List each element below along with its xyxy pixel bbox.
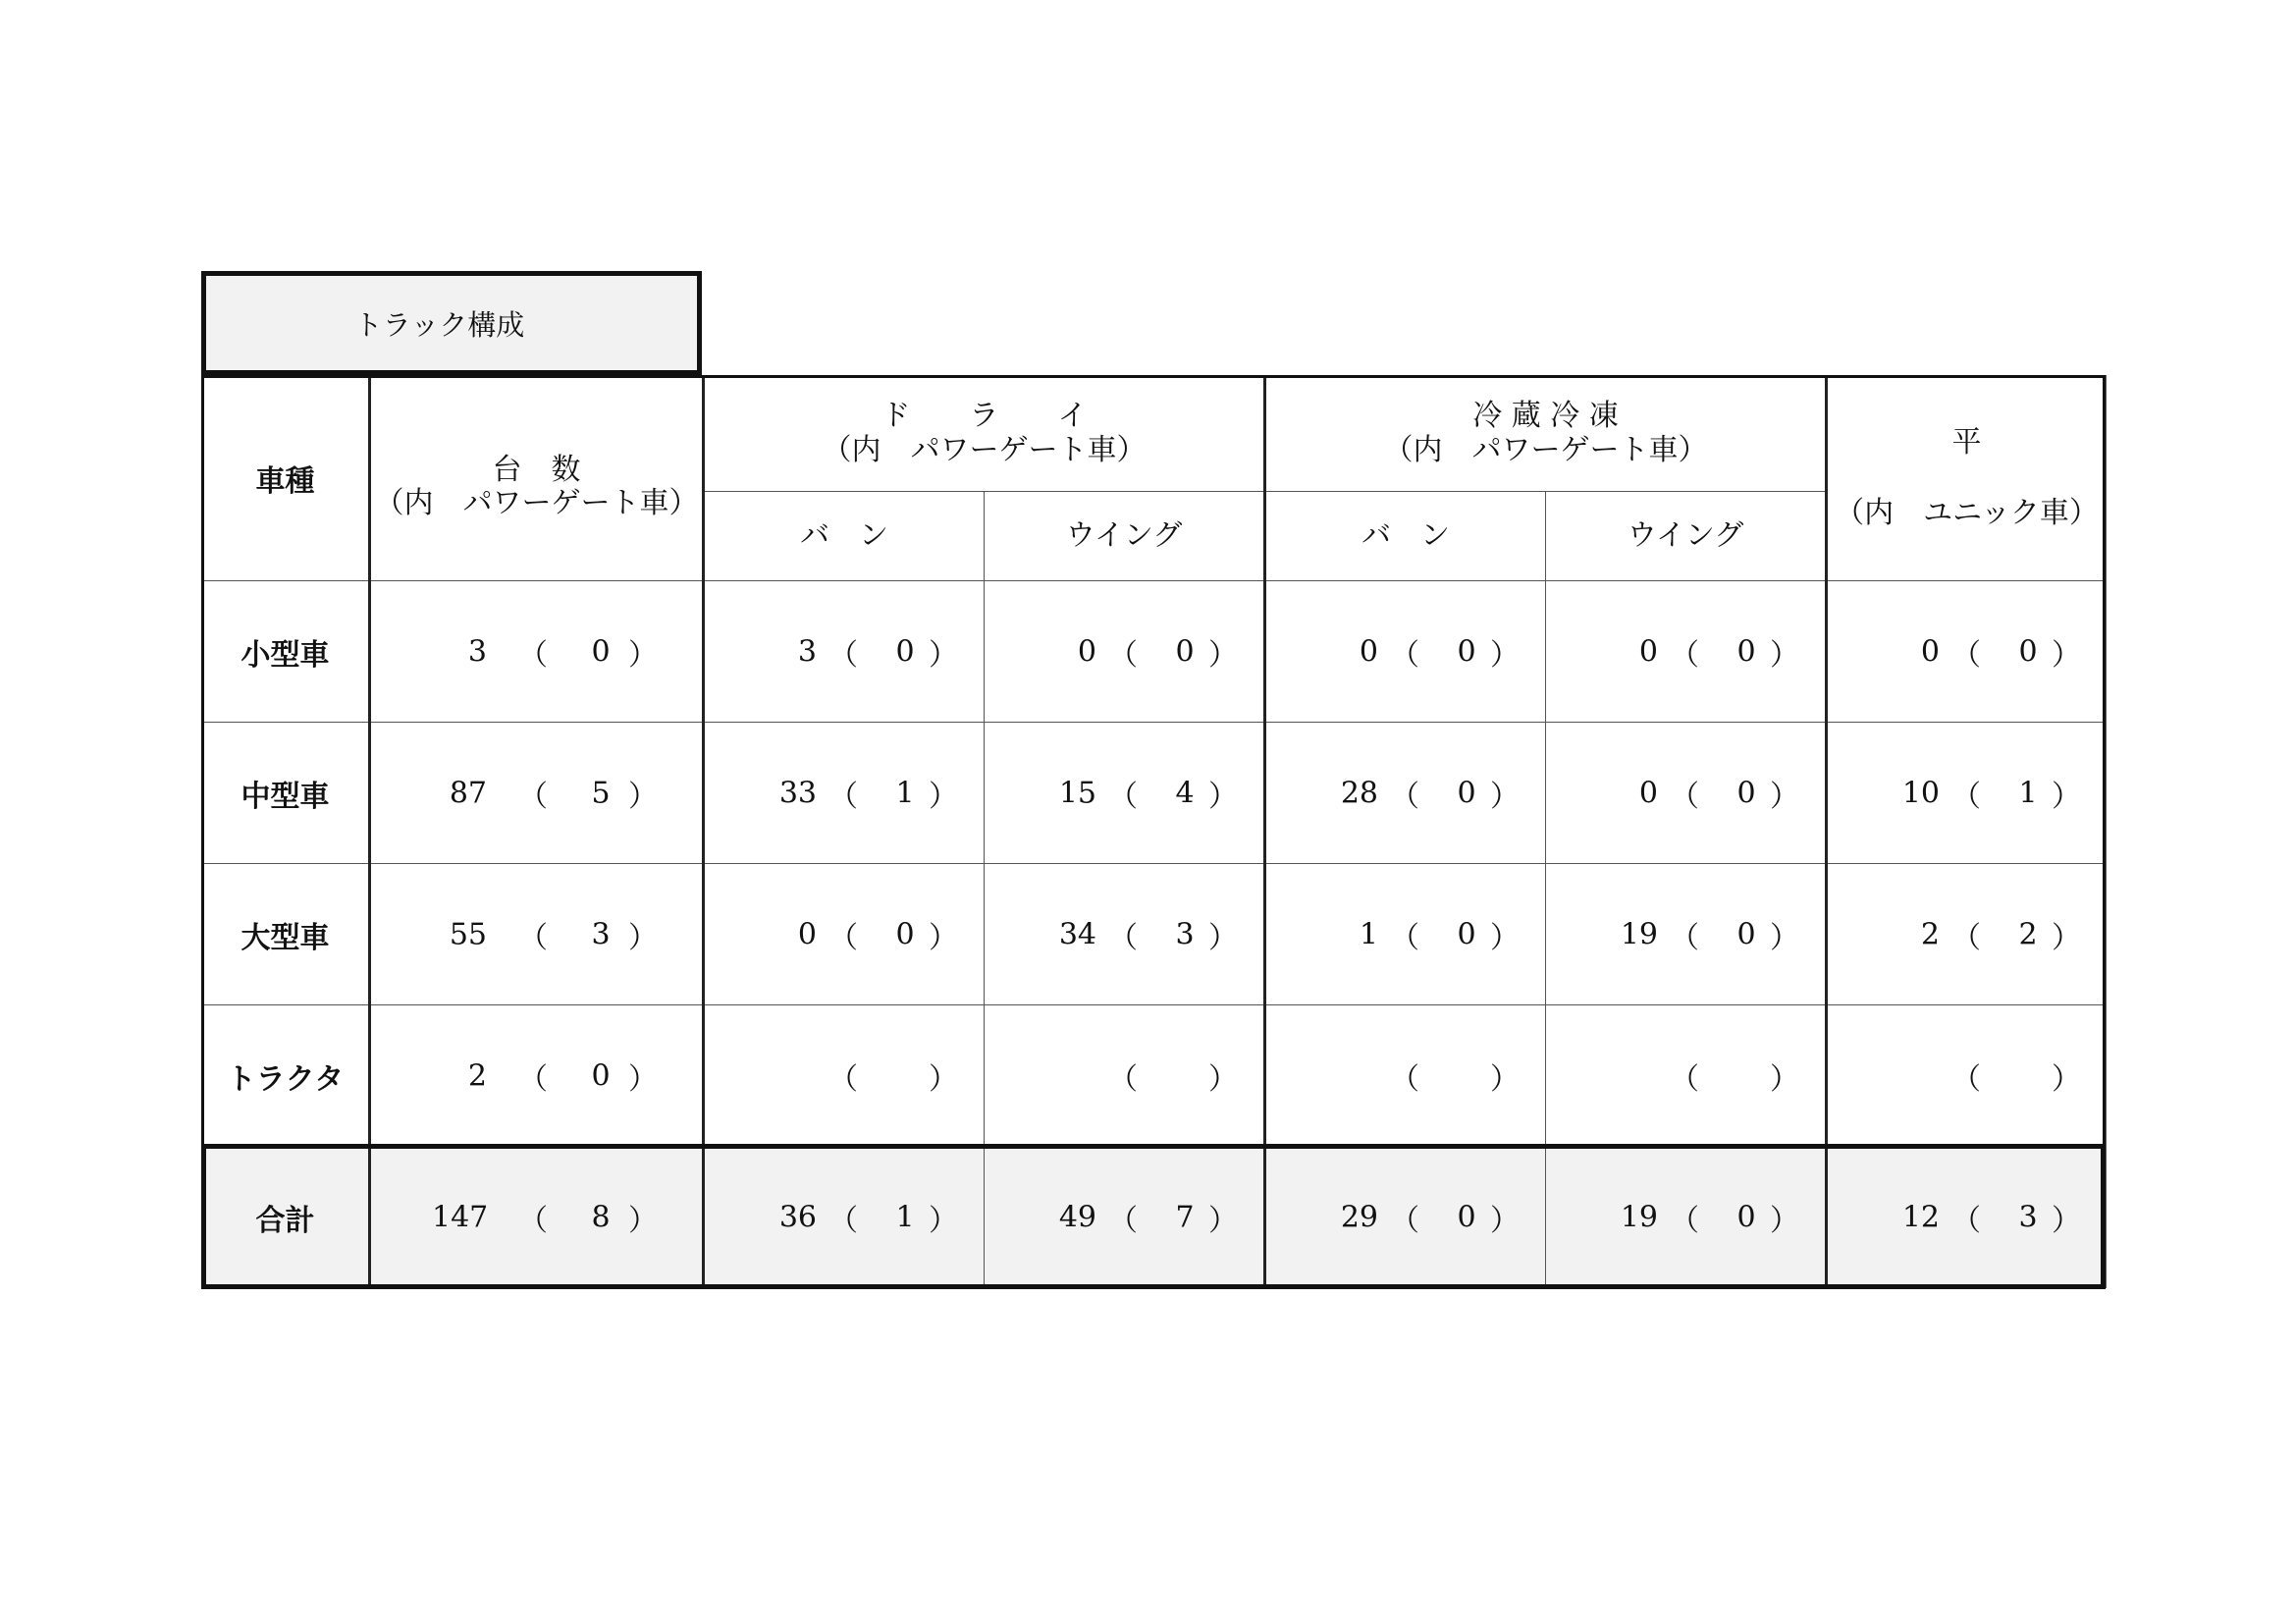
powergate-value: 0 xyxy=(895,634,915,669)
count-value: 0 xyxy=(1359,634,1378,669)
paren-close: ） xyxy=(929,1203,958,1238)
count-value: 87 xyxy=(449,776,487,810)
cell-dry-wing xyxy=(985,864,1265,1005)
paren-close: ） xyxy=(1490,920,1520,955)
paren-close: ） xyxy=(929,637,958,673)
table-title: トラック構成 xyxy=(201,271,702,375)
powergate-value: 3 xyxy=(591,917,611,951)
header-cold: 冷 蔵 冷 凍 （内 パワーゲート車） xyxy=(1265,376,1827,492)
cell-flat xyxy=(1827,864,2107,1005)
count-value: 0 xyxy=(797,917,817,951)
powergate-value: 0 xyxy=(1736,776,1756,810)
paren-open: （ xyxy=(828,637,858,673)
paren-close: ） xyxy=(2052,1061,2081,1097)
powergate-value: 3 xyxy=(1175,917,1195,951)
count-value: 10 xyxy=(1901,776,1940,810)
paren-open: （ xyxy=(1670,637,1699,673)
count-value: 12 xyxy=(1901,1200,1940,1234)
count-value: 1 xyxy=(1359,917,1378,951)
paren-close: ） xyxy=(1208,779,1238,814)
cell-dry-van xyxy=(704,581,985,723)
cell-cold-wing xyxy=(1546,864,1827,1005)
table-row xyxy=(202,723,2107,864)
paren-open: （ xyxy=(1390,1203,1419,1238)
cell-cold-van xyxy=(1265,1005,1546,1147)
count-value: 0 xyxy=(1077,634,1096,669)
count-value: 147 xyxy=(432,1200,489,1234)
paren-open: （ xyxy=(1670,779,1699,814)
count-value: 36 xyxy=(778,1200,817,1234)
count-value: 28 xyxy=(1340,776,1378,810)
paren-open: （ xyxy=(1951,1203,1981,1238)
paren-close: ） xyxy=(2052,1203,2081,1238)
paren-close: ） xyxy=(1770,637,1799,673)
total-row xyxy=(202,1147,2107,1288)
cell-flat xyxy=(1827,581,2107,723)
count-value: 19 xyxy=(1620,917,1658,951)
paren-close: ） xyxy=(1208,1061,1238,1097)
cell-dry-van xyxy=(704,1147,985,1288)
paren-close: ） xyxy=(1490,1061,1520,1097)
powergate-value: 3 xyxy=(2018,1200,2038,1234)
paren-open: （ xyxy=(1108,1061,1138,1097)
count-value: 49 xyxy=(1058,1200,1096,1234)
count-value: 33 xyxy=(778,776,817,810)
cell-dry-van xyxy=(704,1005,985,1147)
row-label: 合計 xyxy=(202,1147,370,1288)
powergate-value: 2 xyxy=(2018,917,2038,951)
paren-open: （ xyxy=(1390,1061,1419,1097)
cell-cold-wing xyxy=(1546,581,1827,723)
powergate-value: 0 xyxy=(1736,917,1756,951)
count-value: 0 xyxy=(1638,776,1658,810)
header-flat: 平 （内 ユニック車） xyxy=(1827,376,2107,581)
paren-close: ） xyxy=(628,1061,658,1097)
paren-open: （ xyxy=(518,779,548,814)
cell-cold-wing xyxy=(1546,723,1827,864)
cell-total xyxy=(370,1005,704,1147)
cell-total xyxy=(370,1147,704,1288)
paren-close: ） xyxy=(1770,920,1799,955)
row-label: 大型車 xyxy=(202,864,370,1005)
powergate-value: 0 xyxy=(591,1058,611,1093)
paren-close: ） xyxy=(1770,1061,1799,1097)
powergate-value: 7 xyxy=(1175,1200,1195,1234)
count-value: 15 xyxy=(1058,776,1096,810)
count-value: 3 xyxy=(797,634,817,669)
cell-dry-wing xyxy=(985,1147,1265,1288)
cell-cold-van xyxy=(1265,581,1546,723)
cell-total xyxy=(370,864,704,1005)
paren-open: （ xyxy=(828,779,858,814)
paren-close: ） xyxy=(628,1203,658,1238)
header-count: 台 数 （内 パワーゲート車） xyxy=(370,376,704,581)
count-value: 2 xyxy=(467,1058,487,1093)
paren-close: ） xyxy=(2052,779,2081,814)
paren-close: ） xyxy=(628,779,658,814)
powergate-value: 0 xyxy=(1457,776,1476,810)
powergate-value: 0 xyxy=(2018,634,2038,669)
paren-open: （ xyxy=(518,1061,548,1097)
paren-open: （ xyxy=(1108,920,1138,955)
paren-open: （ xyxy=(1108,779,1138,814)
paren-open: （ xyxy=(1390,637,1419,673)
paren-open: （ xyxy=(1108,1203,1138,1238)
powergate-value: 1 xyxy=(895,776,915,810)
truck-composition-table xyxy=(201,375,2107,1288)
cell-cold-van xyxy=(1265,864,1546,1005)
paren-close: ） xyxy=(1208,920,1238,955)
cell-dry-van xyxy=(704,723,985,864)
paren-close: ） xyxy=(1770,1203,1799,1238)
header-dry-van: バ ン xyxy=(704,492,985,581)
paren-close: ） xyxy=(2052,920,2081,955)
header-cold-van: バ ン xyxy=(1265,492,1546,581)
header-cold-wing: ウイング xyxy=(1546,492,1827,581)
cell-flat xyxy=(1827,1005,2107,1147)
paren-close: ） xyxy=(1208,1203,1238,1238)
paren-open: （ xyxy=(1670,920,1699,955)
cell-dry-wing xyxy=(985,581,1265,723)
powergate-value: 0 xyxy=(1457,634,1476,669)
powergate-value: 0 xyxy=(591,634,611,669)
cell-cold-wing xyxy=(1546,1005,1827,1147)
row-label: 小型車 xyxy=(202,581,370,723)
paren-close: ） xyxy=(929,779,958,814)
powergate-value: 0 xyxy=(895,917,915,951)
powergate-value: 0 xyxy=(1736,1200,1756,1234)
count-value: 0 xyxy=(1920,634,1940,669)
powergate-value: 8 xyxy=(591,1200,611,1234)
paren-open: （ xyxy=(518,637,548,673)
row-label: トラクタ xyxy=(202,1005,370,1147)
count-value: 34 xyxy=(1058,917,1096,951)
count-value: 55 xyxy=(449,917,487,951)
paren-open: （ xyxy=(1390,779,1419,814)
powergate-value: 0 xyxy=(1175,634,1195,669)
paren-close: ） xyxy=(2052,637,2081,673)
table-row xyxy=(202,581,2107,723)
powergate-value: 5 xyxy=(591,776,611,810)
paren-open: （ xyxy=(1670,1203,1699,1238)
cell-flat xyxy=(1827,1147,2107,1288)
paren-open: （ xyxy=(828,1061,858,1097)
row-label: 中型車 xyxy=(202,723,370,864)
paren-open: （ xyxy=(828,920,858,955)
paren-open: （ xyxy=(1951,779,1981,814)
paren-close: ） xyxy=(628,920,658,955)
paren-open: （ xyxy=(1108,637,1138,673)
cell-dry-wing xyxy=(985,723,1265,864)
cell-cold-van xyxy=(1265,723,1546,864)
count-value: 2 xyxy=(1920,917,1940,951)
count-value: 19 xyxy=(1620,1200,1658,1234)
powergate-value: 0 xyxy=(1457,1200,1476,1234)
paren-open: （ xyxy=(1951,1061,1981,1097)
paren-close: ） xyxy=(1490,637,1520,673)
paren-open: （ xyxy=(1951,637,1981,673)
powergate-value: 4 xyxy=(1175,776,1195,810)
count-value: 0 xyxy=(1638,634,1658,669)
powergate-value: 1 xyxy=(2018,776,2038,810)
powergate-value: 0 xyxy=(1457,917,1476,951)
paren-open: （ xyxy=(1390,920,1419,955)
cell-dry-van xyxy=(704,864,985,1005)
paren-open: （ xyxy=(1670,1061,1699,1097)
count-value: 29 xyxy=(1340,1200,1378,1234)
paren-open: （ xyxy=(828,1203,858,1238)
paren-close: ） xyxy=(1770,779,1799,814)
table-row xyxy=(202,864,2107,1005)
cell-cold-wing xyxy=(1546,1147,1827,1288)
table-row xyxy=(202,1005,2107,1147)
header-dry-wing: ウイング xyxy=(985,492,1265,581)
paren-close: ） xyxy=(1490,779,1520,814)
header-dry: ド ラ イ （内 パワーゲート車） xyxy=(704,376,1265,492)
cell-flat xyxy=(1827,723,2107,864)
cell-dry-wing xyxy=(985,1005,1265,1147)
paren-close: ） xyxy=(1208,637,1238,673)
cell-total xyxy=(370,581,704,723)
paren-open: （ xyxy=(518,1203,548,1238)
paren-close: ） xyxy=(1490,1203,1520,1238)
paren-open: （ xyxy=(1951,920,1981,955)
powergate-value: 0 xyxy=(1736,634,1756,669)
cell-total xyxy=(370,723,704,864)
paren-close: ） xyxy=(628,637,658,673)
paren-close: ） xyxy=(929,1061,958,1097)
count-value: 3 xyxy=(467,634,487,669)
paren-close: ） xyxy=(929,920,958,955)
powergate-value: 1 xyxy=(895,1200,915,1234)
paren-open: （ xyxy=(518,920,548,955)
header-vehicle-type: 車種 xyxy=(202,376,370,581)
cell-cold-van xyxy=(1265,1147,1546,1288)
